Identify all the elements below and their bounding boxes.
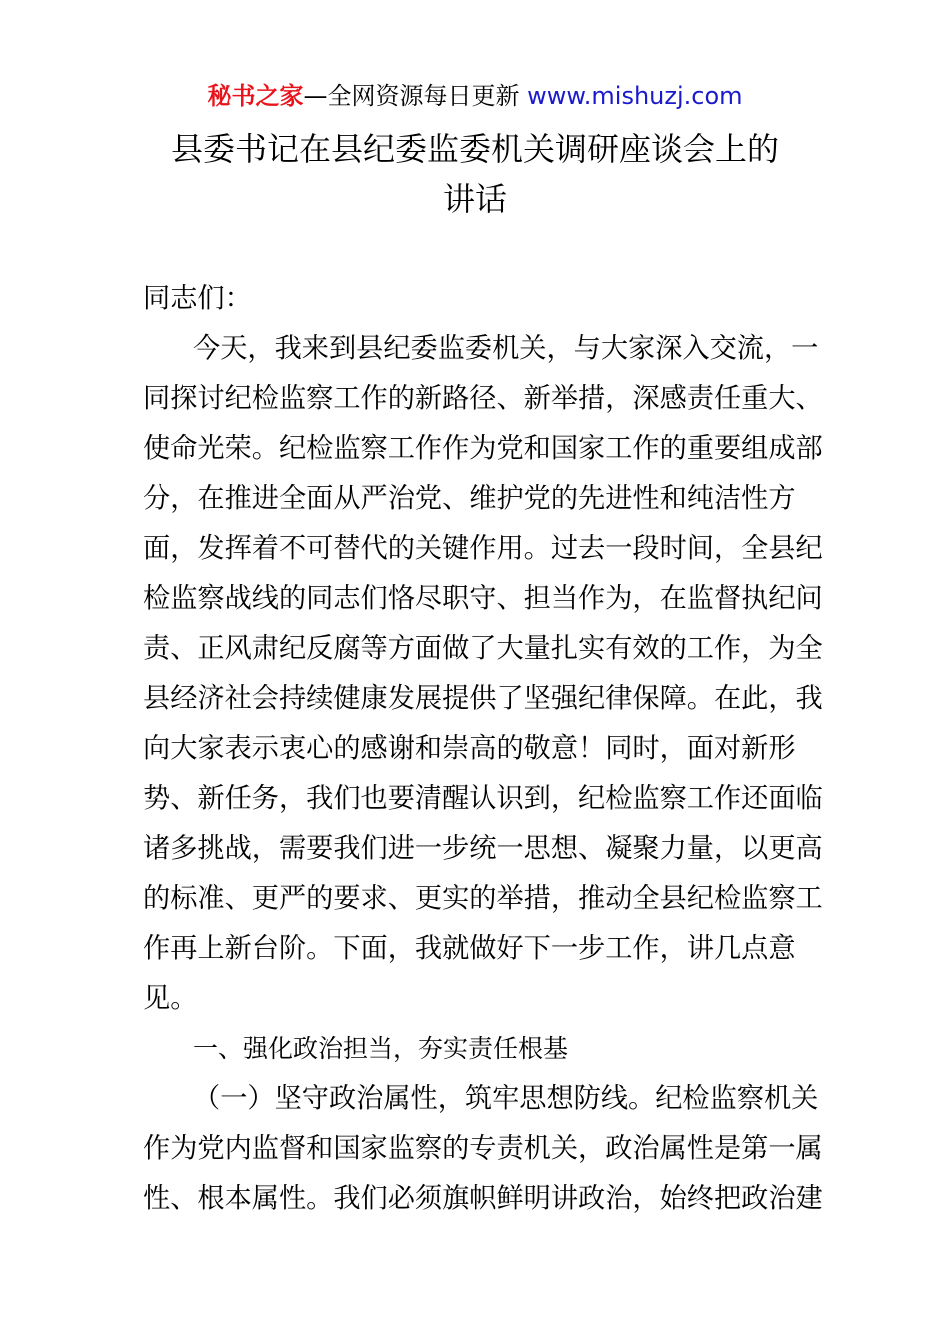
title-line-2: 讲话	[442, 180, 507, 218]
section-heading: 一、强化政治担当，夯实责任根基	[193, 1034, 569, 1063]
site-url-link[interactable]: www.mishuzj.com	[527, 82, 743, 110]
paragraph-line: （一）坚守政治属性，筑牢思想防线。纪检监察机关	[193, 1083, 819, 1114]
title-line-1: 县委书记在县纪委监委机关调研座谈会上的	[170, 130, 779, 168]
paragraph-line: 作为党内监督和国家监察的专责机关，政治属性是第一属	[143, 1133, 823, 1164]
paragraph-line: 今天，我来到县纪委监委机关，与大家深入交流，一	[193, 333, 819, 364]
salutation: 同志们：	[143, 283, 252, 314]
document-body	[143, 274, 823, 1224]
document-title	[100, 124, 850, 224]
paragraph-line: 分，在推进全面从严治党、维护党的先进性和纯洁性方	[143, 483, 796, 514]
paragraph-line: 使命光荣。纪检监察工作作为党和国家工作的重要组成部	[143, 433, 823, 464]
paragraph-line: 见。	[143, 983, 198, 1014]
paragraph-line: 县经济社会持续健康发展提供了坚强纪律保障。在此，我	[143, 683, 823, 714]
paragraph-line: 性、根本属性。我们必须旗帜鲜明讲政治，始终把政治建	[143, 1183, 823, 1214]
site-tagline: —全网资源每日更新	[303, 82, 520, 110]
paragraph-line: 诸多挑战，需要我们进一步统一思想、凝聚力量，以更高	[143, 833, 823, 864]
site-header	[0, 80, 950, 112]
paragraph-line: 面，发挥着不可替代的关键作用。过去一段时间，全县纪	[143, 533, 823, 564]
paragraph-line: 的标准、更严的要求、更实的举措，推动全县纪检监察工	[143, 883, 823, 914]
paragraph-line: 势、新任务，我们也要清醒认识到，纪检监察工作还面临	[143, 783, 823, 814]
paragraph-line: 检监察战线的同志们恪尽职守、担当作为，在监督执纪问	[143, 583, 823, 614]
site-brand: 秘书之家	[207, 82, 304, 110]
paragraph-line: 责、正风肃纪反腐等方面做了大量扎实有效的工作，为全	[143, 633, 823, 664]
paragraph-line: 向大家表示衷心的感谢和崇高的敬意！同时，面对新形	[143, 733, 796, 764]
paragraph-line: 同探讨纪检监察工作的新路径、新举措，深感责任重大、	[143, 383, 823, 414]
paragraph-line: 作再上新台阶。下面，我就做好下一步工作，讲几点意	[143, 933, 796, 964]
